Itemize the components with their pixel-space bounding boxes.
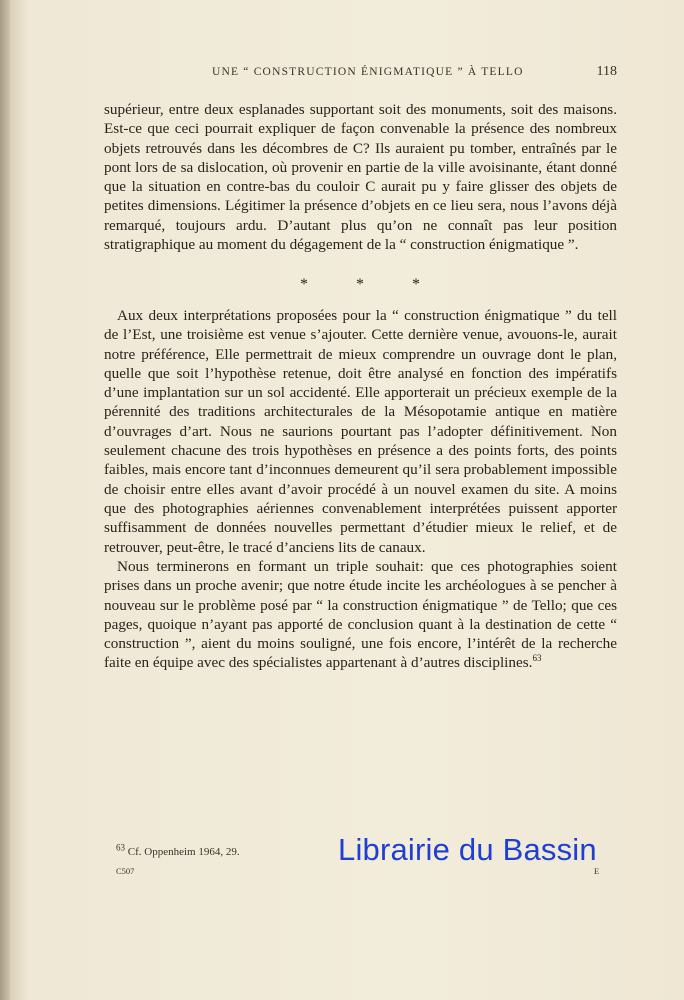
asterism: *: [300, 276, 308, 293]
footnote-text: Cf. Oppenheim 1964, 29.: [127, 846, 240, 858]
footnote-number: 63: [116, 842, 125, 853]
section-break: [300, 276, 420, 294]
signature-mark: E: [594, 866, 600, 876]
asterism: *: [356, 276, 364, 293]
paragraph-2: Aux deux interprétations proposées pour la “ construction énigmatique ” du tell de l’Est, une troisième est venue s’ajouter. Cette dernière venue, avouons-le, aurait notre préférence, Elle permettrait de mieux comprendre un ouvrage dont le plan, quelle que soit l’hypothèse retenue, doit être analysé en fonction des impératifs d’une implantation sur un sol accidenté. Elle apporterait un précieux exemple de la pérennité des traditions architecturales de la Mésopotamie antique en matière d’ouvrages d’art. Nous ne saurions pourtant pas l’adopter définitivement. Non seulement chacune des trois hypothèses en présence a des points forts, des points faibles, mais encore tant d’inconnues demeurent qu’il sera probablement impossible de choisir entre elles avant d’avoir procédé à un nouvel examen du site. A moins que des photographies aériennes convenablement interprétées puissent apporter suffisamment de données nouvelles permettant d’étudier mieux le relief, et de retrouver, peut-être, le tracé d’anciens lits de canaux.: [104, 307, 617, 556]
running-head: UNE “ CONSTRUCTION ÉNIGMATIQUE ” À TELLO: [212, 66, 524, 78]
book-spine-shadow: [0, 0, 10, 1000]
footnote: [116, 842, 240, 858]
paragraph-1: supérieur, entre deux esplanades supportant soit des monuments, soit des maisons. Est-ce que ceci pourrait expliquer de façon convenable la présence des nombreux objets retrouvés dans les décombres de C? Ils auraient pu tomber, entraînés par le pont lors de sa dislocation, où provenir en partie de la ville avoisinante, étant donné que la situation en contre-bas du couloir C aurait pu y faire glisser des objets de petites dimensions. Légitimer la présence d’objets en ce lieu sera, nous l’avons déjà remarqué, toujours ardu. D’autant plus qu’on ne connaît pas leur position stratigraphique au moment du dégagement de la “ construction énigmatique ”.: [104, 101, 617, 254]
paragraph-3: [104, 557, 617, 673]
watermark-text: Librairie du Bassin: [338, 832, 597, 867]
page-number: 118: [596, 64, 617, 79]
printer-code: C507: [116, 866, 135, 876]
asterism: *: [412, 276, 420, 293]
footnote-reference[interactable]: 63: [532, 653, 542, 664]
paragraph-3-text: Nous terminerons en formant un triple souhait: que ces photographies soient prises dans un proche avenir; que notre étude incite les archéologues à se pencher à nouveau sur le problème posé par “ la construction énigmatique ” de Tello; que ces pages, quoique n’ayant pas apporté de conclusion quant à la destination de cette “ construction ”, aient du moins souligné, une fois encore, l’intérêt de la recherche faite en équipe avec des spécialistes appartenant à d’autres disciplines.: [104, 558, 617, 672]
